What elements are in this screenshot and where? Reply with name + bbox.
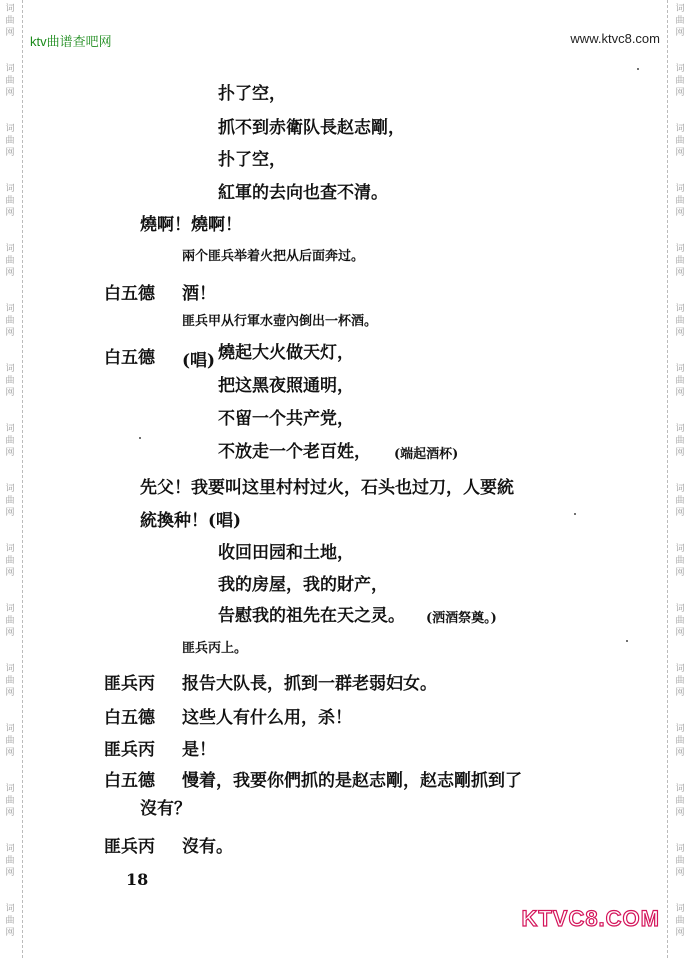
margin-watermark-glyph: 曲 xyxy=(5,256,15,266)
margin-watermark-glyph: 词 xyxy=(675,244,685,254)
margin-watermark-glyph: 网 xyxy=(675,148,685,158)
margin-watermark-glyph: 词 xyxy=(5,784,15,794)
margin-watermark-glyph: 网 xyxy=(675,928,685,938)
margin-watermark-glyph: 网 xyxy=(675,808,685,818)
margin-watermark-glyph: 曲 xyxy=(5,316,15,326)
margin-watermark-glyph: 词 xyxy=(5,364,15,374)
margin-watermark-glyph: 网 xyxy=(5,28,15,38)
margin-watermark-glyph: 网 xyxy=(675,688,685,698)
stage-direction: (端起酒杯) xyxy=(394,447,459,462)
margin-watermark-glyph: 网 xyxy=(5,748,15,758)
margin-watermark-glyph: 网 xyxy=(675,268,685,278)
margin-watermark-glyph: 曲 xyxy=(675,436,685,446)
margin-watermark-glyph: 词 xyxy=(675,124,685,134)
margin-watermark-glyph: 词 xyxy=(5,484,15,494)
margin-watermark-glyph: 曲 xyxy=(5,736,15,746)
margin-watermark-glyph: 词 xyxy=(675,4,685,14)
margin-watermark-glyph: 网 xyxy=(675,508,685,518)
site-logo: KTVC8.COM xyxy=(521,906,660,931)
margin-watermark-glyph: 词 xyxy=(675,604,685,614)
margin-watermark-glyph: 曲 xyxy=(5,856,15,866)
margin-watermark-glyph: 网 xyxy=(675,568,685,578)
margin-watermark-glyph: 网 xyxy=(5,688,15,698)
speaker-name: 白五德 xyxy=(104,771,155,791)
margin-watermark-glyph: 曲 xyxy=(5,136,15,146)
stage-direction: 匪兵甲从行軍水壺內倒出一杯酒。 xyxy=(182,314,378,329)
speaker-name: 匪兵丙 xyxy=(104,740,155,760)
page-number: 18 xyxy=(126,870,149,889)
margin-watermark-glyph: 词 xyxy=(675,664,685,674)
margin-watermark-glyph: 曲 xyxy=(675,556,685,566)
speaker-name: 匪兵丙 xyxy=(104,674,155,694)
speaker-name: 白五德 xyxy=(104,284,155,304)
margin-watermark-glyph: 曲 xyxy=(5,76,15,86)
margin-watermark-glyph: 曲 xyxy=(675,316,685,326)
stage-direction: 匪兵丙上。 xyxy=(182,641,248,656)
margin-watermark-glyph: 词 xyxy=(5,424,15,434)
margin-watermark-glyph: 曲 xyxy=(675,916,685,926)
dialogue-line: 报告大队長，抓到一群老弱妇女。 xyxy=(182,674,437,694)
margin-watermark-glyph: 曲 xyxy=(675,496,685,506)
margin-watermark-glyph: 曲 xyxy=(5,16,15,26)
margin-watermark-glyph: 词 xyxy=(5,604,15,614)
site-name-link[interactable]: ktv曲谱查吧网 xyxy=(30,34,112,49)
margin-watermark-glyph: 网 xyxy=(5,148,15,158)
margin-watermark-glyph: 网 xyxy=(5,328,15,338)
dialogue-line: 是！ xyxy=(182,740,216,760)
margin-watermark-glyph: 词 xyxy=(675,64,685,74)
lyric-line: 把这黑夜照通明， xyxy=(218,376,354,396)
dialogue-line: 沒有？ xyxy=(140,799,191,819)
margin-watermark-glyph: 网 xyxy=(5,568,15,578)
dialogue-line: 这些人有什么用，杀！ xyxy=(182,708,352,728)
margin-watermark-glyph: 网 xyxy=(675,328,685,338)
margin-watermark-glyph: 词 xyxy=(675,424,685,434)
margin-watermark-glyph: 词 xyxy=(675,484,685,494)
print-speck xyxy=(637,68,639,70)
margin-watermark-glyph: 网 xyxy=(5,868,15,878)
speaker-name: 匪兵丙 xyxy=(104,837,155,857)
margin-watermark-glyph: 网 xyxy=(675,448,685,458)
margin-watermark-glyph: 曲 xyxy=(675,736,685,746)
lyric-line: 燒起大火做天灯， xyxy=(218,343,354,363)
margin-watermark-glyph: 词 xyxy=(5,724,15,734)
margin-watermark-glyph: 词 xyxy=(675,844,685,854)
margin-watermark-glyph: 词 xyxy=(5,4,15,14)
left-margin-watermark xyxy=(0,0,23,958)
margin-watermark-glyph: 曲 xyxy=(675,796,685,806)
margin-watermark-glyph: 词 xyxy=(675,304,685,314)
lyric-line: 扑了空， xyxy=(218,150,286,170)
margin-watermark-glyph: 词 xyxy=(5,544,15,554)
margin-watermark-glyph: 网 xyxy=(5,388,15,398)
margin-watermark-glyph: 词 xyxy=(675,364,685,374)
margin-watermark-glyph: 曲 xyxy=(5,556,15,566)
dialogue-line: 統換种！(唱) xyxy=(140,511,242,531)
lyric-line: 扑了空， xyxy=(218,84,286,104)
margin-watermark-glyph: 词 xyxy=(675,784,685,794)
sing-direction: (唱) xyxy=(182,351,216,371)
stage-direction: 兩个匪兵举着火把从后面奔过。 xyxy=(182,249,365,264)
margin-watermark-glyph: 词 xyxy=(5,904,15,914)
margin-watermark-glyph: 网 xyxy=(675,868,685,878)
margin-watermark-glyph: 网 xyxy=(5,268,15,278)
margin-watermark-glyph: 曲 xyxy=(675,196,685,206)
margin-watermark-glyph: 网 xyxy=(5,508,15,518)
margin-watermark-glyph: 网 xyxy=(675,28,685,38)
margin-watermark-glyph: 词 xyxy=(675,544,685,554)
margin-watermark-glyph: 曲 xyxy=(5,436,15,446)
lyric-line: 我的房屋，我的財产， xyxy=(218,575,388,595)
margin-watermark-glyph: 曲 xyxy=(5,196,15,206)
dialogue-line: 沒有。 xyxy=(182,837,233,857)
margin-watermark-glyph: 曲 xyxy=(675,256,685,266)
margin-watermark-glyph: 词 xyxy=(5,64,15,74)
dialogue-line: 先父！我要叫这里村村过火，石头也过刀，人要統 xyxy=(140,478,514,498)
margin-watermark-glyph: 曲 xyxy=(675,676,685,686)
margin-watermark-glyph: 词 xyxy=(5,244,15,254)
margin-watermark-glyph: 词 xyxy=(5,304,15,314)
lyric-line: 抓不到赤衛队長赵志剛， xyxy=(218,118,405,138)
dialogue-line: 慢着，我要你們抓的是赵志剛，赵志剛抓到了 xyxy=(182,771,522,791)
margin-watermark-glyph: 网 xyxy=(675,208,685,218)
margin-watermark-glyph: 网 xyxy=(5,628,15,638)
margin-watermark-glyph: 网 xyxy=(5,808,15,818)
lyric-line: 不放走一个老百姓， xyxy=(218,442,371,462)
margin-watermark-glyph: 词 xyxy=(675,904,685,914)
margin-watermark-glyph: 网 xyxy=(675,388,685,398)
lyric-line: 紅軍的去向也查不清。 xyxy=(218,183,388,203)
margin-watermark-glyph: 网 xyxy=(5,208,15,218)
dialogue-line: 酒！ xyxy=(182,284,216,304)
margin-watermark-glyph: 网 xyxy=(675,628,685,638)
print-speck xyxy=(139,437,141,439)
margin-watermark-glyph: 曲 xyxy=(5,916,15,926)
margin-watermark-glyph: 曲 xyxy=(675,616,685,626)
margin-watermark-glyph: 曲 xyxy=(675,376,685,386)
margin-watermark-glyph: 网 xyxy=(5,448,15,458)
margin-watermark-glyph: 网 xyxy=(675,748,685,758)
margin-watermark-glyph: 曲 xyxy=(675,856,685,866)
margin-watermark-glyph: 曲 xyxy=(5,676,15,686)
lyric-line: 告慰我的祖先在天之灵。 xyxy=(218,606,405,626)
print-speck xyxy=(626,640,628,642)
margin-watermark-glyph: 词 xyxy=(5,664,15,674)
margin-watermark-glyph: 曲 xyxy=(675,16,685,26)
margin-watermark-glyph: 词 xyxy=(5,844,15,854)
speaker-name: 白五德 xyxy=(104,708,155,728)
margin-watermark-glyph: 曲 xyxy=(5,496,15,506)
margin-watermark-glyph: 词 xyxy=(675,184,685,194)
stage-direction: (洒酒祭奠。) xyxy=(426,611,497,626)
dialogue-line: 燒啊！燒啊！ xyxy=(140,215,242,235)
margin-watermark-glyph: 曲 xyxy=(675,136,685,146)
print-speck xyxy=(574,513,576,515)
margin-watermark-glyph: 曲 xyxy=(5,616,15,626)
margin-watermark-glyph: 曲 xyxy=(675,76,685,86)
margin-watermark-glyph: 网 xyxy=(675,88,685,98)
margin-watermark-glyph: 曲 xyxy=(5,376,15,386)
margin-watermark-glyph: 词 xyxy=(5,184,15,194)
site-url-link[interactable]: www.ktvc8.com xyxy=(570,31,660,46)
speaker-name: 白五德 xyxy=(104,348,155,368)
margin-watermark-glyph: 词 xyxy=(675,724,685,734)
lyric-line: 不留一个共产党， xyxy=(218,409,354,429)
right-margin-watermark xyxy=(667,0,690,958)
margin-watermark-glyph: 网 xyxy=(5,88,15,98)
margin-watermark-glyph: 词 xyxy=(5,124,15,134)
margin-watermark-glyph: 网 xyxy=(5,928,15,938)
margin-watermark-glyph: 曲 xyxy=(5,796,15,806)
lyric-line: 收回田园和土地， xyxy=(218,543,354,563)
